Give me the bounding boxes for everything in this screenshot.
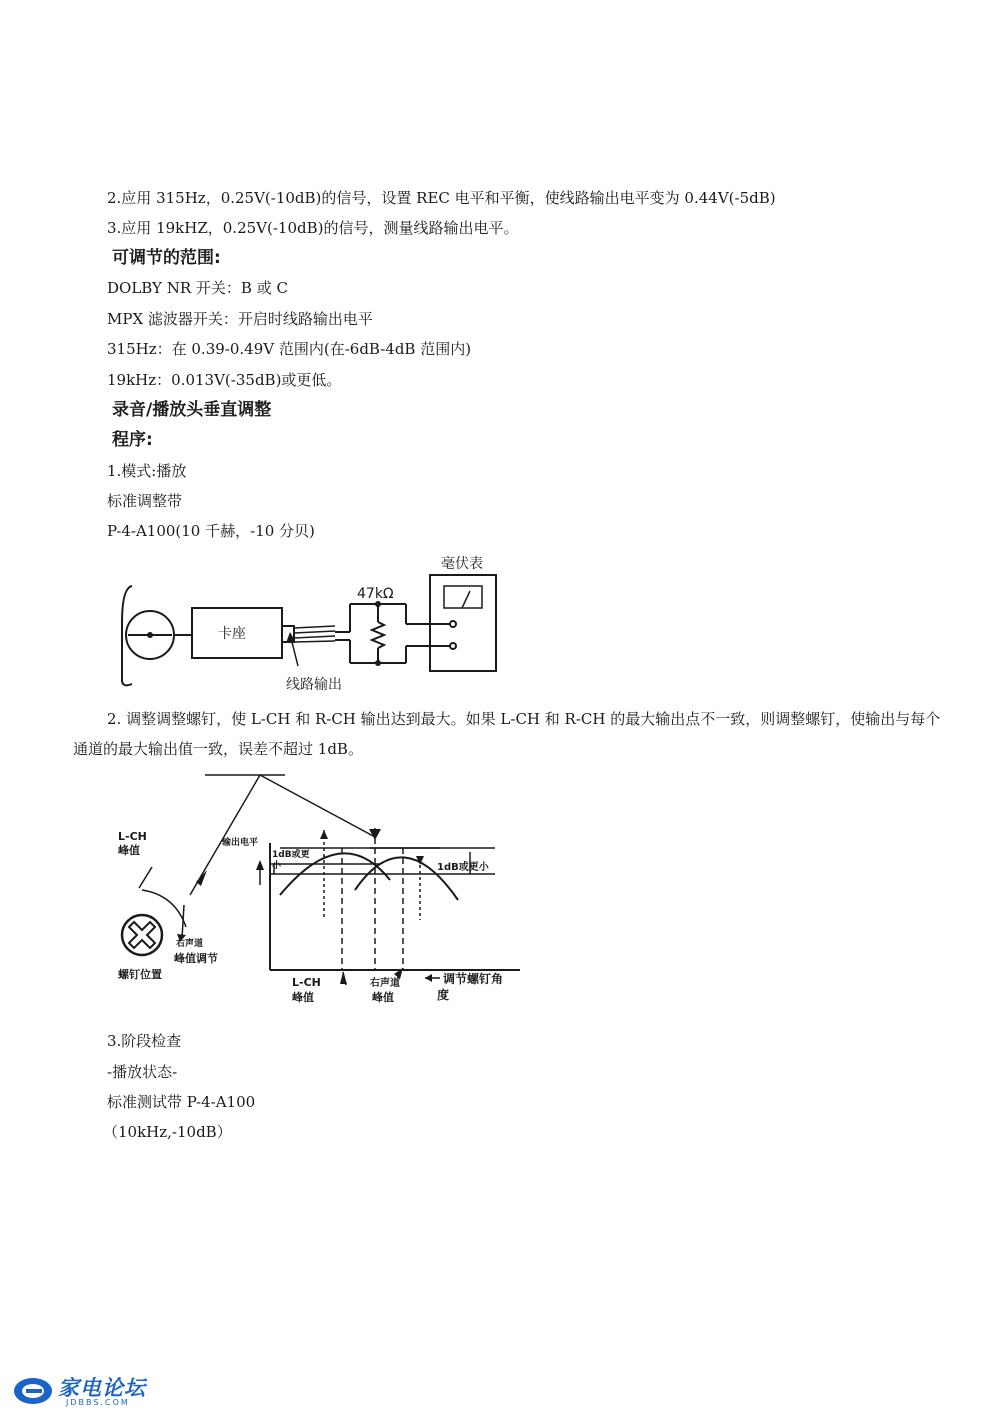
output-level-label: 输出电平 — [222, 838, 259, 848]
db-left-label-1: 1dB或更 — [272, 850, 310, 860]
step3-apply-19khz: 3.应用 19kHZ，0.25V(-10dB)的信号，测量线路输出电平。 — [107, 219, 519, 237]
range-19khz-line: 19kHz：0.013V(-35dB)或更低。 — [107, 371, 342, 389]
lch-peak-label-top: L-CH — [118, 830, 147, 843]
tape-spec-line: P-4-A100(10 千赫，-10 分贝) — [107, 522, 315, 540]
millivoltmeter-label: 毫伏表 — [441, 556, 483, 572]
test-tape-spec-line: （10kHz,-10dB） — [103, 1123, 232, 1141]
adjust-paragraph: 2. 调整调整螺钉，使 L-CH 和 R-CH 输出达到最大。如果 L-CH 和 R-CH 的最大输出点不一致，则调整螺钉，使输出与每个通道的最大输出值一致，误差不超过 1dB。 — [73, 710, 941, 758]
range-heading: 可调节的范围: — [112, 248, 221, 268]
logo-icon — [12, 1374, 54, 1408]
screw-head — [122, 915, 162, 955]
deck-label: 卡座 — [218, 626, 246, 642]
axis-lch-label-1: L-CH — [292, 976, 321, 989]
mode-line: 1.模式:播放 — [107, 462, 187, 480]
resistor-label: 47kΩ — [357, 586, 394, 602]
site-logo[interactable] — [12, 1372, 152, 1410]
step2-apply-315hz: 2.应用 315Hz，0.25V(-10dB)的信号，设置 REC 电平和平衡，使线路输出电平变为 0.44V(-5dB) — [107, 189, 776, 207]
axis-lch-label-2: 峰值 — [292, 991, 314, 1004]
axis-rch-label-2: 峰值 — [372, 991, 394, 1004]
logo-text: 家电论坛 — [58, 1376, 146, 1400]
line-out-label: 线路输出 — [286, 677, 342, 693]
lch-peak-label-bottom: 峰值 — [118, 844, 140, 857]
range-315hz-line: 315Hz：在 0.39-0.49V 范围内(在-6dB-4dB 范围内) — [107, 340, 472, 358]
stage-check-line: 3.阶段检查 — [107, 1032, 182, 1050]
axis-rch-label-1: 右声道 — [370, 978, 400, 989]
playback-state-line: -播放状态- — [107, 1063, 178, 1081]
mpx-filter-line: MPX 滤波器开关：开启时线路输出电平 — [107, 310, 373, 328]
rch-adjust-label-bottom: 峰值调节 — [174, 952, 218, 965]
procedure-heading: 程序: — [112, 430, 153, 450]
dolby-nr-line: DOLBY NR 开关：B 或 C — [107, 279, 288, 297]
section-title: 录音/播放头垂直调整 — [112, 400, 272, 420]
connection-diagram — [110, 548, 510, 694]
db-left-label-2: 小 — [272, 861, 282, 871]
test-tape-line: 标准测试带 P-4-A100 — [107, 1093, 256, 1111]
db-right-label: 1dB或更小 — [437, 862, 489, 873]
logo-subtext: JDBBS.COM — [66, 1398, 130, 1407]
resistor — [372, 622, 384, 648]
axis-title-1: 调节螺钉角 — [443, 972, 504, 986]
adjustment-diagram — [100, 770, 520, 1010]
standard-tape-line: 标准调整带 — [107, 492, 183, 510]
rch-adjust-label-top: 右声道 — [176, 939, 204, 949]
axis-title-2: 度 — [437, 988, 450, 1002]
screw-position-label: 螺钉位置 — [118, 968, 162, 981]
